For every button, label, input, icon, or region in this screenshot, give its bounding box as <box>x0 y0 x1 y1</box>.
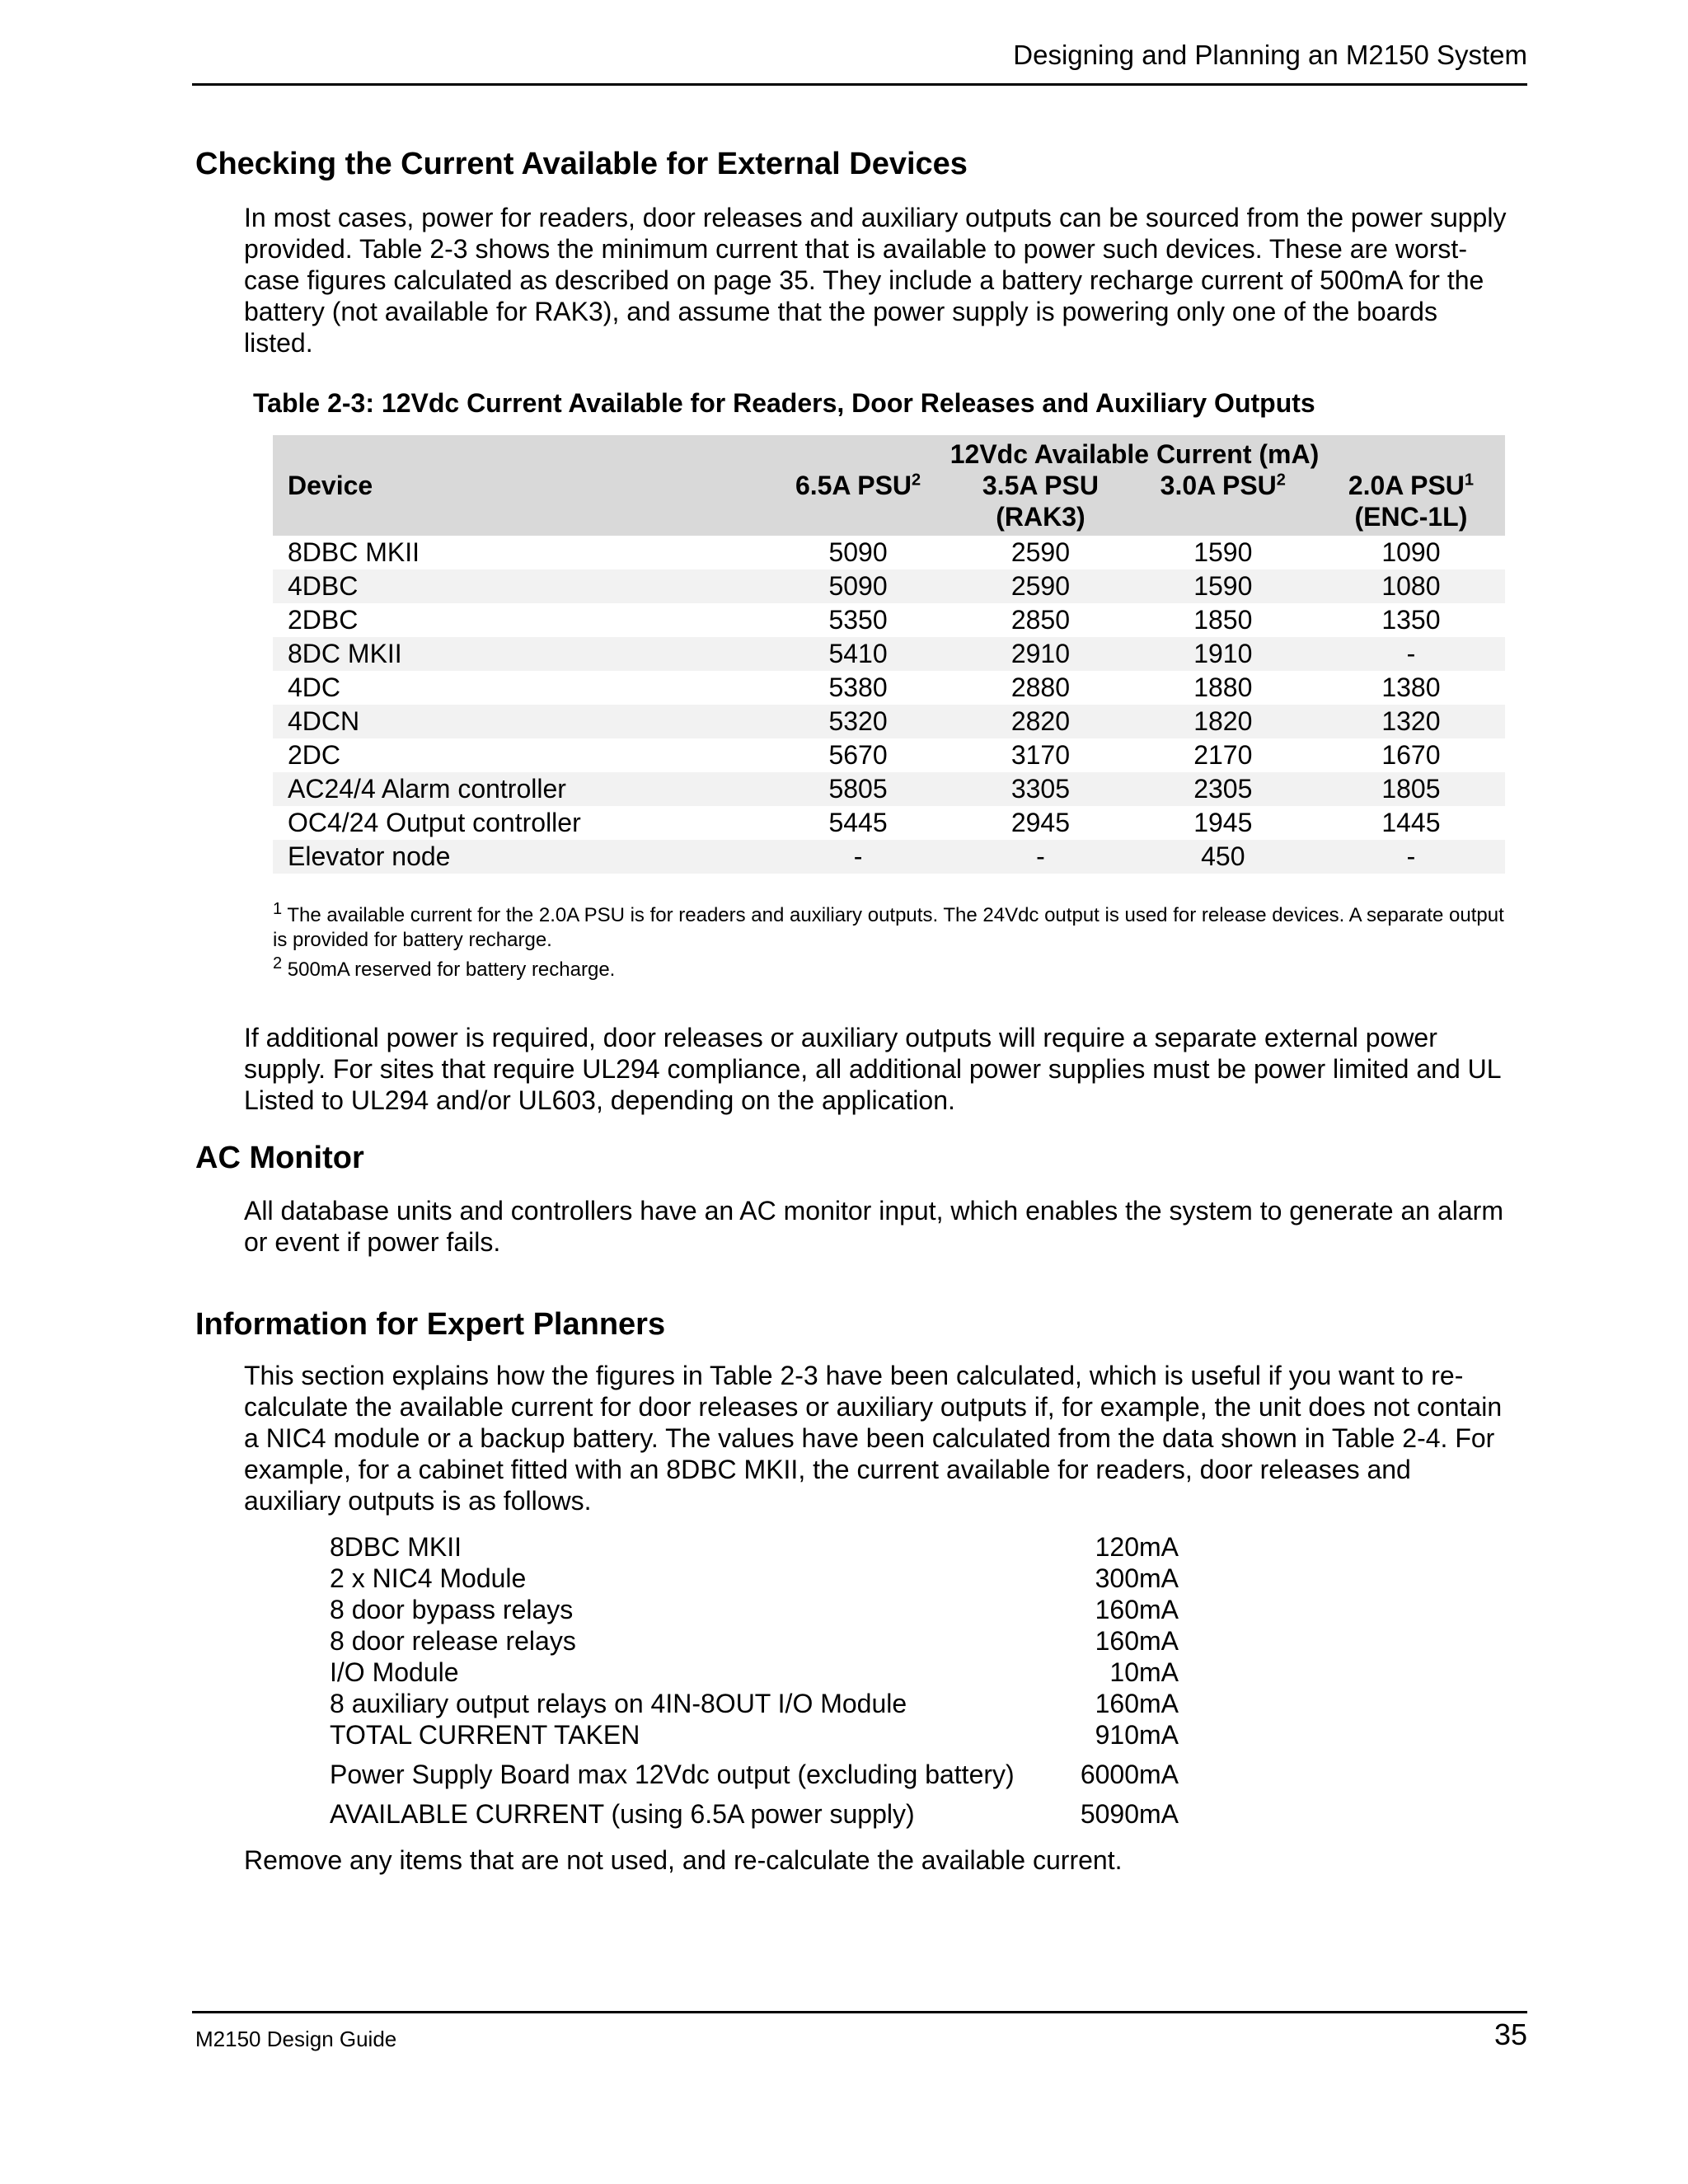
footer-rule <box>192 2011 1527 2013</box>
table-row <box>273 738 1505 772</box>
calc-row <box>330 1688 1179 1719</box>
col-header-6-5a: 6.5A PSU$^2$ <box>764 470 952 536</box>
cell-6-5a: 5090 <box>828 537 888 567</box>
cell-device: OC4/24 Output controller <box>288 808 581 837</box>
cell-6-5a: 5090 <box>764 569 952 603</box>
col-header-2-0a: 2.0A PSU$^1$ (ENC-1L) <box>1317 470 1505 536</box>
cell-2-0a: 1320 <box>1317 705 1505 738</box>
cell-2-0a: 1380 <box>1381 673 1441 702</box>
calc-row <box>330 1719 1179 1750</box>
group-header: 12Vdc Available Current (mA) <box>764 435 1505 470</box>
cell-6-5a: 5445 <box>828 808 888 837</box>
cell-device: 2DBC <box>288 605 359 635</box>
col-header-3-5a: 3.5A PSU (RAK3) <box>952 470 1129 536</box>
current-table <box>273 435 1505 874</box>
cell-device: 4DC <box>288 673 341 702</box>
calc-row <box>330 1531 1179 1563</box>
expert-paragraph: This section explains how the figures in Table 2-3 have been calculated, which is useful if you want to re-calculate the available current for door releases or auxiliary outputs if, for example, the unit does not contain a NIC4 module or a backup battery. The values have been calculated from the data shown in Table 2-4. For example, for a cabinet fitted with an 8DBC MKII, the current available for readers, door releases and auxiliary outputs is as follows. <box>244 1361 1503 1516</box>
cell-3-5a: 2590 <box>1010 537 1071 567</box>
cell-3-0a: 1910 <box>1129 637 1317 671</box>
calc-value: 160mA <box>1095 1689 1179 1718</box>
calc-row <box>330 1798 1179 1830</box>
ac-monitor-paragraph: All database units and controllers have an AC monitor input, which enables the system to generate an alarm or event if power fails. <box>244 1196 1503 1257</box>
footnote-1: $^1$ The available current for the 2.0A PSU is for readers and auxiliary outputs. The 24Vdc output is used for release devices. A separate output is provided for battery recharge. <box>273 900 1504 951</box>
calc-value: 6000mA <box>1080 1760 1179 1789</box>
running-header: Designing and Planning an M2150 System <box>1013 40 1527 70</box>
footer-doc-title: M2150 Design Guide <box>195 2027 397 2051</box>
calc-row <box>330 1625 1179 1657</box>
footnote-2: $^2$ 500mA reserved for battery recharge. <box>273 954 616 981</box>
table-row <box>273 637 1505 671</box>
calc-label: 8 door release relays <box>330 1626 576 1656</box>
table-row <box>273 806 1505 840</box>
calc-value: 10mA <box>1109 1657 1179 1687</box>
calc-label: 8 auxiliary output relays on 4IN-8OUT I/O Module <box>330 1689 907 1718</box>
col-header-3-0a: 3.0A PSU$^2$ <box>1129 470 1317 536</box>
cell-3-0a: 2170 <box>1193 740 1253 770</box>
table-row <box>273 772 1505 806</box>
cell-2-0a: 1090 <box>1381 537 1441 567</box>
calc-value: 910mA <box>1095 1720 1179 1750</box>
closing-paragraph: Remove any items that are not used, and re-calculate the available current. <box>244 1845 1123 1875</box>
cell-6-5a: 5670 <box>828 740 888 770</box>
cell-6-5a: 5410 <box>764 637 952 671</box>
table-row <box>273 671 1505 705</box>
calc-value: 160mA <box>1095 1626 1179 1656</box>
cell-6-5a: 5320 <box>764 705 952 738</box>
cell-6-5a: 5805 <box>764 772 952 806</box>
cell-3-0a: 1880 <box>1193 673 1253 702</box>
cell-6-5a: 5380 <box>828 673 888 702</box>
cell-device: Elevator node <box>273 840 764 874</box>
calc-label: AVAILABLE CURRENT (using 6.5A power supply) <box>330 1799 915 1829</box>
table-row <box>273 603 1505 637</box>
current-calculation <box>330 1531 1179 1830</box>
cell-2-0a: - <box>1317 840 1505 874</box>
cell-3-0a: 1590 <box>1193 537 1253 567</box>
cell-3-5a: 2880 <box>1010 673 1071 702</box>
cell-3-0a: 450 <box>1129 840 1317 874</box>
cell-device: 8DBC MKII <box>288 537 420 567</box>
table-row <box>273 569 1505 603</box>
calc-value: 300mA <box>1095 1563 1179 1593</box>
page-number: 35 <box>1493 2018 1527 2051</box>
cell-6-5a: - <box>764 840 952 874</box>
col-header-device: Device <box>273 470 764 536</box>
calc-value: 5090mA <box>1080 1799 1179 1829</box>
cell-3-5a: 2590 <box>952 569 1129 603</box>
calc-label: 8 door bypass relays <box>330 1595 574 1624</box>
cell-3-5a: 2945 <box>1010 808 1071 837</box>
cell-3-0a: 1820 <box>1129 705 1317 738</box>
cell-2-0a: 1805 <box>1317 772 1505 806</box>
cell-device: 2DC <box>288 740 341 770</box>
calc-label: Power Supply Board max 12Vdc output (excluding battery) <box>330 1760 1015 1789</box>
cell-device: 4DBC <box>273 569 764 603</box>
cell-3-0a: 1590 <box>1129 569 1317 603</box>
calc-label: 8DBC MKII <box>330 1532 462 1562</box>
intro-paragraph: In most cases, power for readers, door releases and auxiliary outputs can be sourced from the power supply provided. Table 2-3 shows the minimum current that is available to power such devices. These are worst-case figures calculated as described on page 35. They include a battery recharge current of 500mA for the battery (not available for RAK3), and assume that the power supply is powering only one of the boards listed. <box>244 203 1507 358</box>
cell-device: 8DC MKII <box>273 637 764 671</box>
cell-2-0a: 1670 <box>1381 740 1441 770</box>
header-rule <box>192 83 1527 86</box>
cell-3-5a: 2850 <box>1010 605 1071 635</box>
section-heading-external-devices: Checking the Current Available for External Devices <box>195 147 968 181</box>
table-caption: Table 2-3: 12Vdc Current Available for Readers, Door Releases and Auxiliary Outputs <box>253 388 1315 418</box>
cell-6-5a: 5350 <box>828 605 888 635</box>
calc-label: 2 x NIC4 Module <box>330 1563 527 1593</box>
cell-2-0a: 1445 <box>1381 808 1441 837</box>
header-spacer <box>273 435 764 470</box>
calc-row <box>330 1657 1179 1688</box>
cell-3-5a: 2820 <box>952 705 1129 738</box>
cell-3-0a: 1945 <box>1193 808 1253 837</box>
table-row <box>273 536 1505 569</box>
calc-label: TOTAL CURRENT TAKEN <box>330 1720 640 1750</box>
calc-value: 160mA <box>1095 1595 1179 1624</box>
calc-row <box>330 1594 1179 1625</box>
cell-3-5a: - <box>952 840 1129 874</box>
cell-3-5a: 3170 <box>1010 740 1071 770</box>
section-heading-expert-planners: Information for Expert Planners <box>195 1307 666 1342</box>
calc-label: I/O Module <box>330 1657 459 1687</box>
cell-3-0a: 1850 <box>1193 605 1253 635</box>
calc-row <box>330 1563 1179 1594</box>
cell-device: AC24/4 Alarm controller <box>273 772 764 806</box>
table-row <box>273 705 1505 738</box>
cell-3-5a: 2910 <box>952 637 1129 671</box>
cell-3-0a: 2305 <box>1129 772 1317 806</box>
cell-2-0a: 1080 <box>1317 569 1505 603</box>
table-row <box>273 840 1505 874</box>
calc-value: 120mA <box>1095 1532 1179 1562</box>
cell-2-0a: - <box>1317 637 1505 671</box>
cell-device: 4DCN <box>273 705 764 738</box>
additional-power-paragraph: If additional power is required, door releases or auxiliary outputs will require a separate external power supply. For sites that require UL294 compliance, all additional power supplies must be power limited and UL Listed to UL294 and/or UL603, depending on the application. <box>244 1023 1501 1115</box>
cell-3-5a: 3305 <box>952 772 1129 806</box>
section-heading-ac-monitor: AC Monitor <box>195 1141 364 1175</box>
cell-2-0a: 1350 <box>1381 605 1441 635</box>
calc-row <box>330 1759 1179 1790</box>
